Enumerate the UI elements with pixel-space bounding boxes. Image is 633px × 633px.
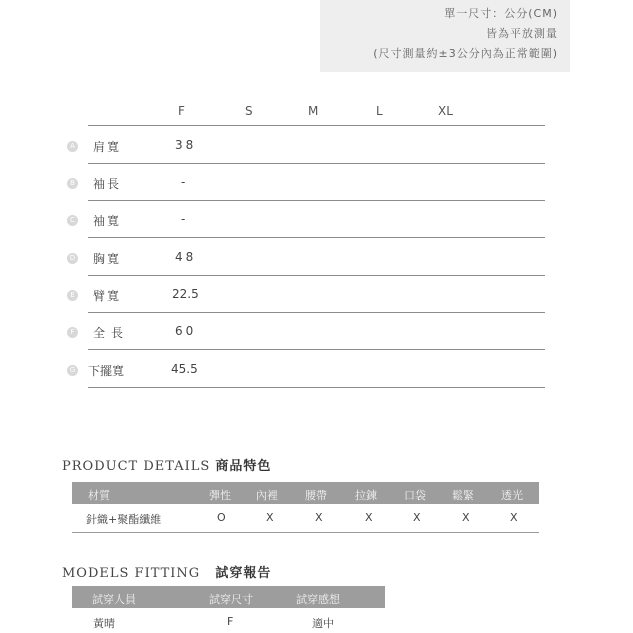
header-feedback: 試穿感想: [296, 593, 340, 606]
size-col-xl: XL: [438, 104, 453, 118]
row-divider: [88, 387, 545, 388]
row-label: 肩寬: [93, 140, 122, 154]
product-details-divider: [72, 532, 539, 533]
header-elasticity: 彈性: [209, 489, 231, 502]
product-details-title-en: PRODUCT DETAILS: [62, 459, 211, 474]
row-label: 下擺寬: [88, 364, 125, 378]
header-material: 材質: [88, 489, 110, 502]
cell-model: 黃晴: [93, 617, 115, 630]
size-col-l: L: [376, 104, 383, 118]
size-row: [60, 276, 545, 313]
row-value: 48: [175, 250, 197, 264]
product-details-header: [72, 482, 539, 504]
cell-feedback: 適中: [312, 617, 334, 630]
row-value: 45.5: [171, 362, 198, 376]
unit-note-line-1: 單一尺寸：公分(CM): [444, 7, 558, 20]
models-fitting-title-en: MODELS FITTING: [62, 566, 201, 581]
header-transparency: 透光: [501, 489, 523, 502]
row-value: 38: [175, 138, 197, 152]
size-row: [60, 313, 545, 350]
row-value: 60: [175, 324, 197, 338]
header-lining: 內裡: [256, 489, 278, 502]
size-header-line: [88, 125, 545, 126]
size-row: [60, 239, 545, 276]
size-row: [60, 127, 545, 164]
cell-transparency: X: [510, 511, 518, 524]
product-details-title-zh: 商品特色: [215, 459, 272, 474]
size-row: [60, 164, 545, 201]
row-badge: F: [67, 327, 78, 338]
models-fitting-header: [72, 586, 385, 608]
row-value: -: [181, 212, 189, 226]
row-value: 22.5: [172, 287, 199, 301]
row-label: 袖長: [93, 177, 122, 191]
cell-lining: X: [266, 511, 274, 524]
row-badge: G: [67, 365, 78, 376]
row-badge: B: [67, 178, 78, 189]
cell-elasticity: O: [217, 511, 226, 524]
row-value: -: [181, 175, 189, 189]
row-label: 臂寬: [93, 289, 122, 303]
row-divider: [88, 349, 545, 350]
row-badge: A: [67, 141, 78, 152]
size-col-f: F: [178, 104, 185, 118]
header-pocket: 口袋: [404, 489, 426, 502]
cell-belt: X: [315, 511, 323, 524]
cell-elastic: X: [462, 511, 470, 524]
unit-note-box: [320, 0, 570, 72]
unit-note-line-2: 皆為平放測量: [486, 27, 558, 40]
row-label: 袖寬: [93, 214, 122, 228]
cell-size: F: [227, 615, 234, 628]
row-divider: [88, 237, 545, 238]
row-badge: E: [67, 290, 78, 301]
size-col-s: S: [245, 104, 253, 118]
row-label: 全長: [93, 326, 130, 340]
row-badge: C: [67, 215, 78, 226]
models-fitting-title-zh: 試穿報告: [215, 566, 272, 581]
header-model: 試穿人員: [92, 593, 136, 606]
header-belt: 腰帶: [305, 489, 327, 502]
models-fitting-title: [62, 562, 271, 581]
header-size: 試穿尺寸: [209, 593, 253, 606]
product-details-title: [62, 455, 271, 474]
size-row: [60, 351, 545, 388]
cell-pocket: X: [413, 511, 421, 524]
cell-zipper: X: [365, 511, 373, 524]
cell-material: 針織+聚酯纖維: [86, 513, 162, 526]
row-badge: D: [67, 253, 78, 264]
header-zipper: 拉鍊: [355, 489, 377, 502]
row-label: 胸寬: [93, 252, 122, 266]
unit-note-line-3: (尺寸測量約±3公分內為正常範圍): [373, 47, 558, 60]
size-col-m: M: [308, 104, 319, 118]
size-row: [60, 201, 545, 238]
header-elastic: 鬆緊: [452, 489, 474, 502]
